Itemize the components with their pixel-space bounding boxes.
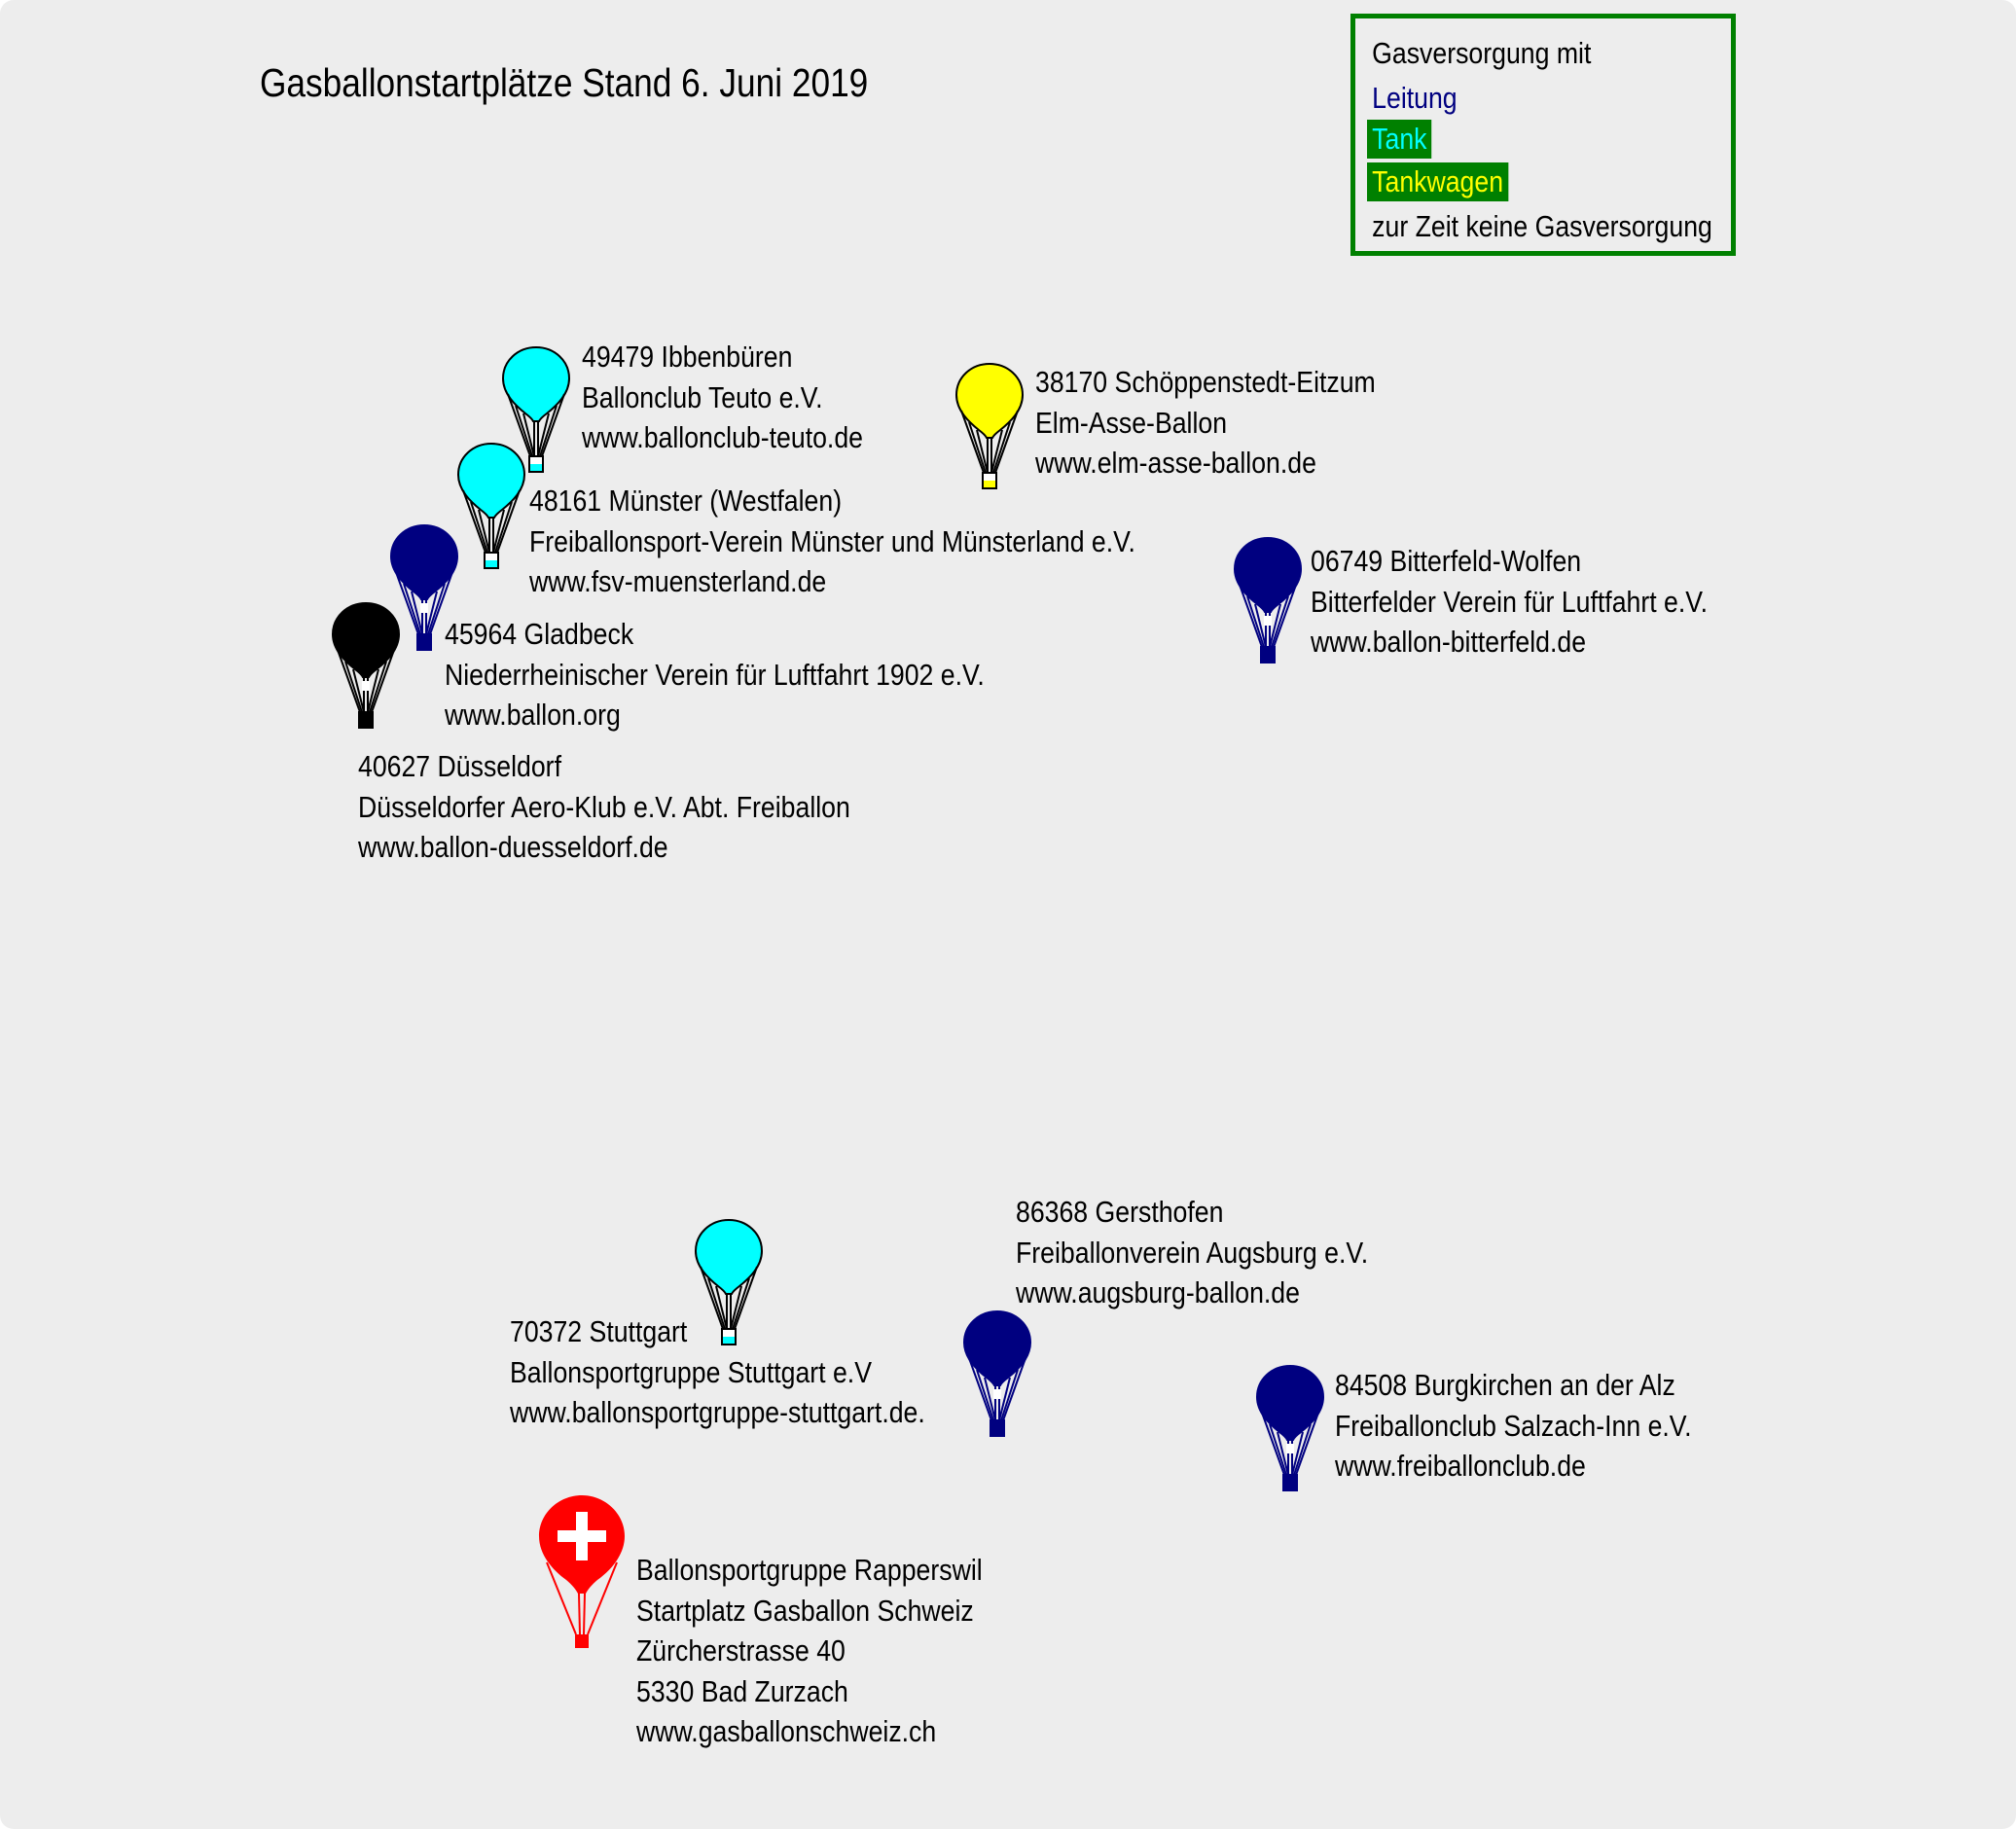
site-club-name: Elm-Asse-Ballon: [1035, 405, 1228, 440]
site-postcode-city: 70372 Stuttgart: [510, 1314, 688, 1348]
balloon-icon: [455, 442, 527, 572]
site-postcode-city: 06749 Bitterfeld-Wolfen: [1311, 544, 1582, 578]
site-club-name: Bitterfelder Verein für Luftfahrt e.V.: [1311, 584, 1709, 619]
site-club-name: Ballonsportgruppe Rapperswil: [636, 1553, 983, 1587]
balloon-icon: [961, 1309, 1033, 1440]
page-title: Gasballonstartplätze Stand 6. Juni 2019: [260, 60, 869, 105]
swiss-cross-balloon-icon: [533, 1492, 630, 1652]
balloon-icon: [1232, 536, 1304, 666]
site-label-gladbeck: [445, 614, 985, 735]
balloon-icon: [954, 362, 1026, 492]
site-label-gersthofen: [1016, 1192, 1368, 1313]
site-club-name: Niederrheinischer Verein für Luftfahrt 1902 e.V.: [445, 657, 985, 692]
site-label-ibbenbueren: [582, 337, 863, 458]
site-street: Zürcherstrasse 40: [636, 1633, 846, 1668]
balloon-icon: [330, 601, 402, 732]
site-postcode-city: 38170 Schöppenstedt-Eitzum: [1035, 365, 1376, 399]
site-postcode-city: 5330 Bad Zurzach: [636, 1673, 848, 1708]
legend-box: [1350, 14, 1736, 256]
site-website: www.ballonsportgruppe-stuttgart.de.: [510, 1395, 925, 1429]
site-club-name: Freiballonsport-Verein Münster und Münsterland e.V.: [529, 523, 1135, 558]
legend-item-tank: Tank: [1367, 120, 1432, 159]
site-club-name: Freiballonverein Augsburg e.V.: [1016, 1235, 1369, 1270]
legend-item-leitung: Leitung: [1372, 81, 1458, 115]
site-website: www.augsburg-ballon.de: [1016, 1275, 1300, 1309]
site-postcode-city: 45964 Gladbeck: [445, 617, 634, 651]
site-club-name: Düsseldorfer Aero-Klub e.V. Abt. Freiballon: [358, 789, 850, 824]
site-postcode-city: 86368 Gersthofen: [1016, 1195, 1224, 1229]
site-website: www.fsv-muensterland.de: [529, 564, 827, 598]
site-club-name: Freiballonclub Salzach-Inn e.V.: [1335, 1408, 1692, 1443]
site-club-name: Ballonsportgruppe Stuttgart e.V: [510, 1354, 872, 1389]
site-website: www.ballon-duesseldorf.de: [358, 830, 668, 864]
legend-item-tankwagen: Tankwagen: [1367, 162, 1508, 201]
site-postcode-city: 40627 Düsseldorf: [358, 749, 561, 783]
site-postcode-city: 48161 Münster (Westfalen): [529, 484, 843, 518]
site-website: www.ballon.org: [445, 698, 621, 732]
balloon-icon: [1254, 1364, 1326, 1494]
site-website: www.freiballonclub.de: [1335, 1449, 1586, 1483]
site-label-muenster: [529, 481, 1135, 602]
site-label-stuttgart: [510, 1311, 925, 1433]
site-label-zurzach: [636, 1550, 983, 1752]
site-label-bitterfeld: [1311, 541, 1708, 663]
site-club-name: Ballonclub Teuto e.V.: [582, 379, 823, 414]
site-website: www.ballon-bitterfeld.de: [1311, 625, 1587, 659]
site-label-duesseldorf: [358, 746, 850, 868]
site-postcode-city: 49479 Ibbenbüren: [582, 340, 793, 374]
site-website: www.elm-asse-ballon.de: [1035, 446, 1316, 480]
site-website: www.gasballonschweiz.ch: [636, 1714, 937, 1748]
site-subtitle: Startplatz Gasballon Schweiz: [636, 1593, 974, 1628]
legend-item-keine-versorgung: zur Zeit keine Gasversorgung: [1372, 209, 1712, 243]
site-label-burgkirchen: [1335, 1365, 1692, 1487]
legend-heading: Gasversorgung mit: [1372, 36, 1592, 70]
site-postcode-city: 84508 Burgkirchen an der Alz: [1335, 1368, 1675, 1402]
site-label-schoeppenstedt: [1035, 362, 1376, 484]
site-website: www.ballonclub-teuto.de: [582, 420, 864, 454]
